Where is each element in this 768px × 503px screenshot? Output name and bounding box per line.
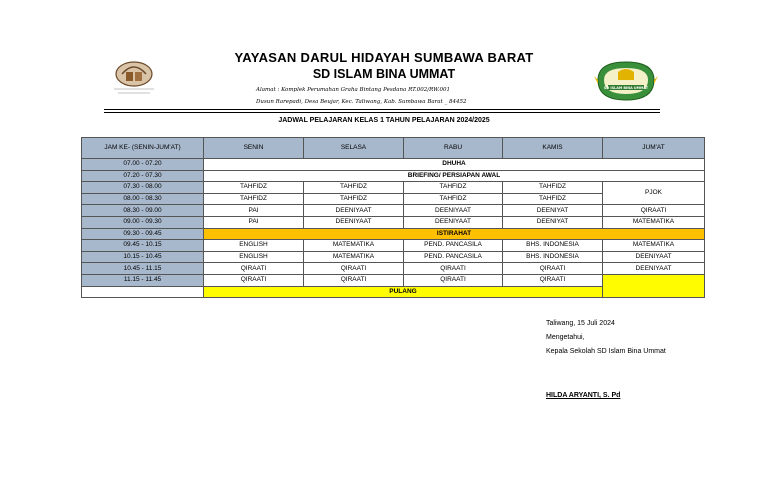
subject-cell: DEENIYAAT xyxy=(603,251,705,263)
time-cell: 10.45 - 11.15 xyxy=(82,263,204,275)
header-rule-thin xyxy=(104,112,660,113)
empty-cell xyxy=(603,274,705,297)
address-line-1: Alamat : Komplek Perumahan Graha Bintang Pesdana RT.002/RW.001 xyxy=(256,87,451,93)
subject-cell: PEND. PANCASILA xyxy=(404,251,503,263)
subject-cell: QIRAATI xyxy=(503,263,603,275)
schedule-title: JADWAL PELAJARAN KELAS 1 TAHUN PELAJARAN 2024/2025 xyxy=(278,117,490,124)
time-cell: 09.45 - 10.15 xyxy=(82,240,204,252)
signature-acknowledged: Mengetahui, xyxy=(546,334,585,341)
subject-cell: MATEMATIKA xyxy=(603,240,705,252)
subject-cell: BHS. INDONESIA xyxy=(503,240,603,252)
table-row xyxy=(82,274,705,286)
empty-time-cell xyxy=(82,286,204,298)
subject-cell: QIRAATI xyxy=(404,263,503,275)
school-name: SD ISLAM BINA UMMAT xyxy=(312,67,456,81)
subject-cell: PAI xyxy=(204,205,304,217)
table-row xyxy=(82,263,705,275)
subject-cell: TAHFIDZ xyxy=(304,182,404,194)
time-cell: 08.00 - 08.30 xyxy=(82,193,204,205)
subject-cell: ENGLISH xyxy=(204,240,304,252)
subject-cell: DEENIYAAT xyxy=(603,263,705,275)
header-cell: KAMIS xyxy=(503,138,603,159)
istirahat-cell: ISTIRAHAT xyxy=(204,228,705,240)
subject-cell: TAHFIDZ xyxy=(204,193,304,205)
subject-cell: QIRAATI xyxy=(404,274,503,286)
signature-name: HILDA ARYANTI, S. Pd xyxy=(546,392,621,399)
signature-position: Kepala Sekolah SD Islam Bina Ummat xyxy=(546,348,666,355)
time-cell: 07.20 - 07.30 xyxy=(82,170,204,182)
address-line-2: Dusun Rarepadi, Desa Beujar, Kec. Taliwang, Kab. Sumbawa Barat _ 84452 xyxy=(256,99,467,105)
time-cell: 11.15 - 11.45 xyxy=(82,274,204,286)
subject-cell: MATEMATIKA xyxy=(603,216,705,228)
subject-cell: DEENIYAAT xyxy=(404,205,503,217)
signature-place-date: Taliwang, 15 Juli 2024 xyxy=(546,320,615,327)
header-rule-thick xyxy=(104,109,660,110)
header-cell: SELASA xyxy=(304,138,404,159)
subject-cell: QIRAATI xyxy=(603,205,705,217)
subject-cell: TAHFIDZ xyxy=(404,193,503,205)
subject-cell: TAHFIDZ xyxy=(204,182,304,194)
table-row xyxy=(82,240,705,252)
time-cell: 09.00 - 09.30 xyxy=(82,216,204,228)
subject-cell: PAI xyxy=(204,216,304,228)
header-cell: RABU xyxy=(404,138,503,159)
subject-cell: BHS. INDONESIA xyxy=(503,251,603,263)
subject-cell: ENGLISH xyxy=(204,251,304,263)
subject-cell: DEENIYAAT xyxy=(304,216,404,228)
header-cell: JAM KE- (SENIN-JUM'AT) xyxy=(82,138,204,159)
table-row xyxy=(82,228,705,240)
time-cell: 09.30 - 09.45 xyxy=(82,228,204,240)
schedule-table xyxy=(81,137,705,298)
subject-cell: TAHFIDZ xyxy=(503,193,603,205)
subject-cell: PJOK xyxy=(603,182,705,205)
briefing-cell: BRIEFING/ PERSIAPAN AWAL xyxy=(204,170,705,182)
table-row xyxy=(82,159,705,171)
subject-cell: PEND. PANCASILA xyxy=(404,240,503,252)
header-cell: JUM'AT xyxy=(603,138,705,159)
subject-cell: MATEMATIKA xyxy=(304,240,404,252)
subject-cell: MATEMATIKA xyxy=(304,251,404,263)
subject-cell: DEENIYAAT xyxy=(304,205,404,217)
table-row xyxy=(82,251,705,263)
time-cell: 07.30 - 08.00 xyxy=(82,182,204,194)
subject-cell: TAHFIDZ xyxy=(304,193,404,205)
school-logo-text: SD ISLAM BINA UMMAT xyxy=(603,86,649,90)
time-cell: 07.00 - 07.20 xyxy=(82,159,204,171)
subject-cell: QIRAATI xyxy=(204,274,304,286)
foundation-name: YAYASAN DARUL HIDAYAH SUMBAWA BARAT xyxy=(234,50,534,65)
subject-cell: QIRAATI xyxy=(304,263,404,275)
subject-cell: DEENIYAT xyxy=(503,205,603,217)
subject-cell: QIRAATI xyxy=(204,263,304,275)
subject-cell: TAHFIDZ xyxy=(503,182,603,194)
table-row xyxy=(82,182,705,194)
subject-cell: DEENIYAAT xyxy=(404,216,503,228)
subject-cell: QIRAATI xyxy=(503,274,603,286)
header-cell: SENIN xyxy=(204,138,304,159)
subject-cell: DEENIYAT xyxy=(503,216,603,228)
time-cell: 08.30 - 09.00 xyxy=(82,205,204,217)
time-cell: 10.15 - 10.45 xyxy=(82,251,204,263)
table-row xyxy=(82,216,705,228)
table-row xyxy=(82,205,705,217)
subject-cell: QIRAATI xyxy=(304,274,404,286)
subject-cell: TAHFIDZ xyxy=(404,182,503,194)
pulang-cell: PULANG xyxy=(204,286,603,298)
dhuha-cell: DHUHA xyxy=(204,159,705,171)
table-row xyxy=(82,170,705,182)
table-header-row xyxy=(82,138,705,159)
